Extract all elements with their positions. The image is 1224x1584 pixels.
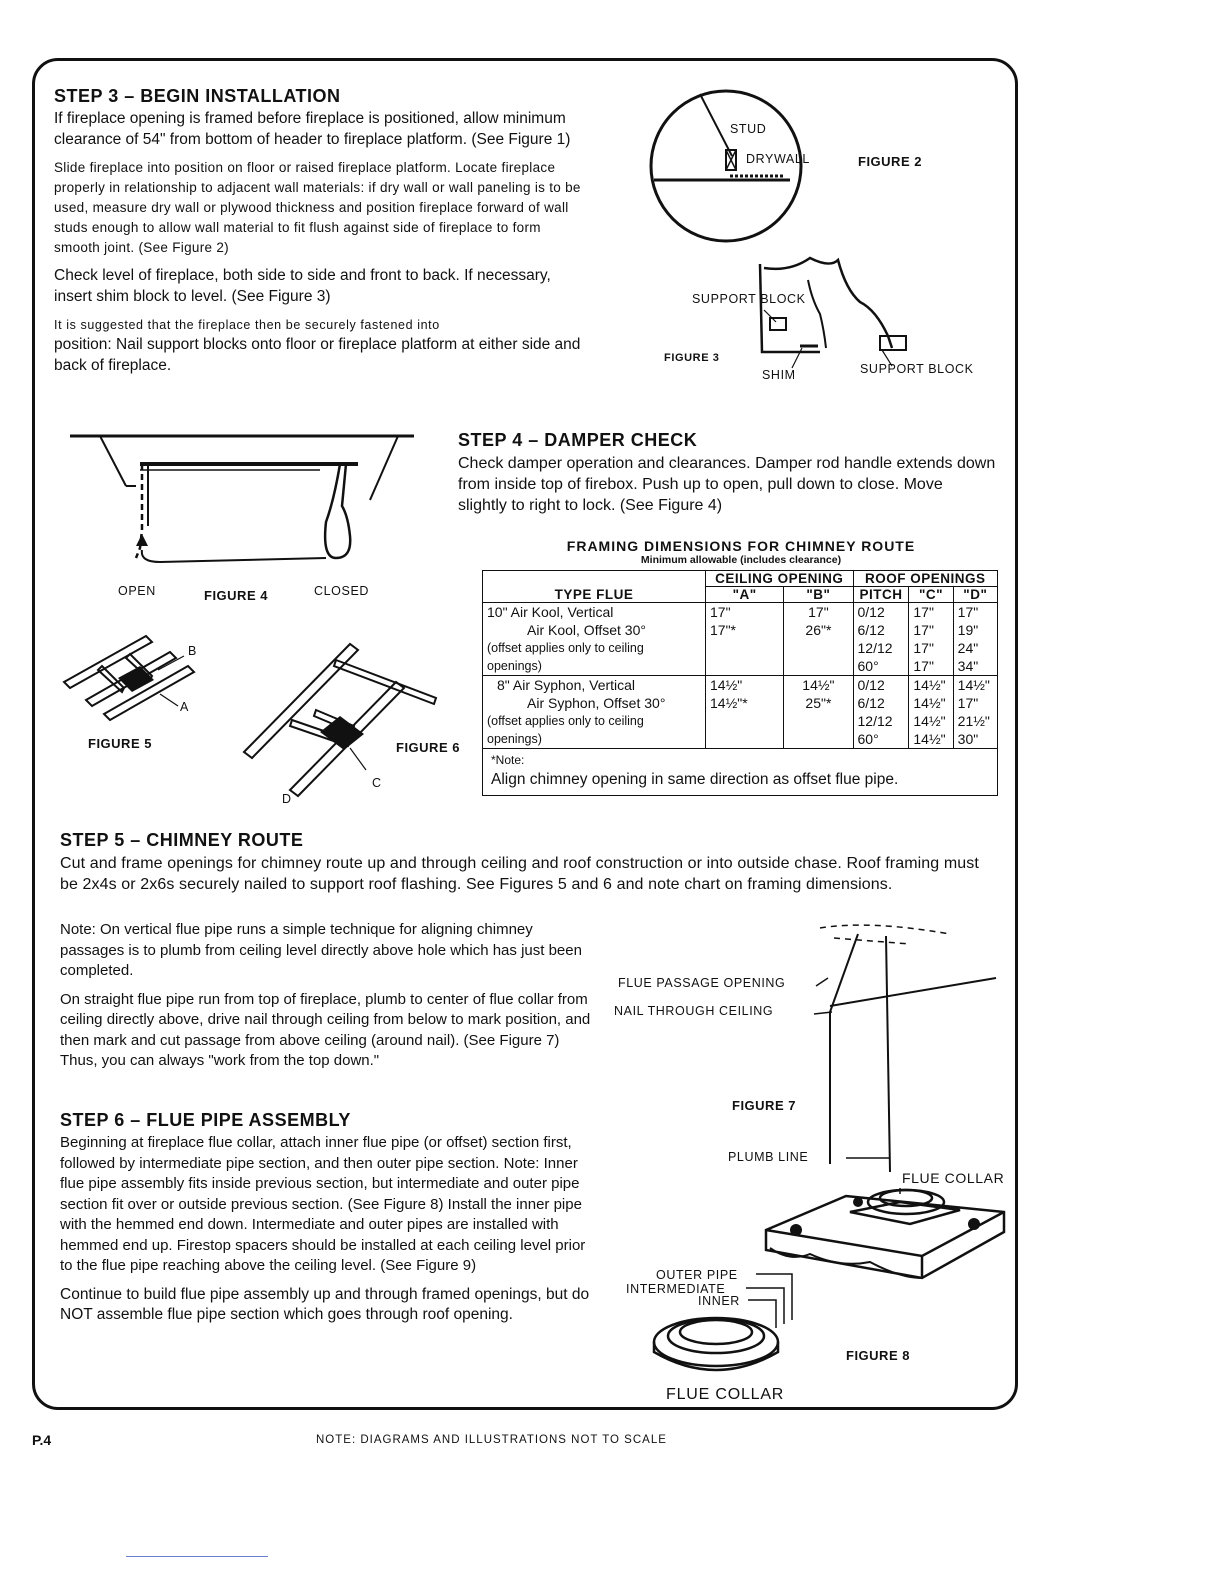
step6-paragraph-2: Continue to build flue pipe assembly up and through framed openings, but do NOT assemble flue pipe section which goes through roof opening.: [60, 1285, 590, 1323]
figure3-support-block-bottom: SUPPORT BLOCK: [860, 362, 974, 376]
page-number: P.4: [32, 1432, 52, 1448]
figure8-inner: INNER: [698, 1294, 740, 1308]
table-cell: 12/12: [857, 640, 893, 656]
table-cell: 34": [957, 658, 979, 674]
figure3-shim-label: SHIM: [762, 368, 796, 382]
table-cell: 17"*: [710, 622, 736, 638]
figure2-drywall-label: DRYWALL: [746, 152, 810, 166]
figure5-label: FIGURE 5: [88, 736, 152, 751]
step4-title: STEP 4 – DAMPER CHECK: [458, 430, 698, 450]
step3-section: [54, 86, 590, 384]
footer-note: NOTE: DIAGRAMS AND ILLUSTRATIONS NOT TO SCALE: [316, 1434, 667, 1446]
table-cell: 26"*: [805, 622, 832, 638]
step5-notes: [60, 920, 598, 1080]
table-cell: 17": [913, 640, 934, 656]
table-cell: 8" Air Syphon, Vertical: [497, 677, 636, 693]
step3-paragraph-3: Check level of fireplace, both side to side and front to back. If necessary, insert shim block to level. (See Figure 3): [54, 267, 551, 305]
step5-paragraph-3: On straight flue pipe run from top of fireplace, plumb to center of flue collar from ceiling directly above, drive nail through ceiling from below to mark position, and then mark and cut passage from above ceiling (around nail). (See Figure 7) Thus, you can always "work from the top down.": [60, 990, 591, 1069]
step6-paragraph-1: Beginning at fireplace flue collar, attach inner flue pipe (or offset) section first, followed by intermediate pipe section, and then outer pipe section. Note: Inner flue pipe assembly fits inside previous section, but intermediate and outer pipe section fit over or outside previous section. (See Figure 8) Install the inner pipe with the hemmed end down. Intermediate and outer pipes are installed with hemmed end up. Firestop spacers should be installed at each ceiling level prior to the flue pipe reaching above the ceiling level. (See Figure 9): [60, 1134, 586, 1274]
table-note-label: *Note:: [491, 753, 525, 767]
figure5-a-label: A: [180, 700, 189, 714]
figure7-flue-passage-opening: FLUE PASSAGE OPENING: [618, 976, 786, 990]
table-cell: 6/12: [857, 695, 885, 711]
step6-title: STEP 6 – FLUE PIPE ASSEMBLY: [60, 1110, 351, 1130]
row2-c: [909, 676, 953, 749]
figure2: [640, 86, 960, 256]
table-cell: 19": [957, 622, 979, 638]
table-cell: openings): [487, 732, 542, 746]
table-cell: 17": [913, 622, 934, 638]
table-cell: 30": [957, 731, 979, 747]
table-cell: 0/12: [857, 604, 885, 620]
table-cell: 12/12: [857, 713, 893, 729]
figure7-flue-collar: FLUE COLLAR: [902, 1170, 1005, 1186]
header-type-flue: TYPE FLUE: [483, 571, 706, 603]
figure4: [70, 430, 430, 610]
figure7-plumb-line: PLUMB LINE: [728, 1150, 809, 1164]
figure5-drawing: [60, 630, 230, 730]
header-c: "C": [909, 587, 953, 603]
step6-section: [60, 1110, 598, 1334]
table-cell: 17": [710, 604, 731, 620]
header-pitch: PITCH: [853, 587, 909, 603]
table-cell: 17": [957, 695, 979, 711]
framing-table-subtitle: Minimum allowable (includes clearance): [640, 554, 842, 566]
table-cell: Air Kool, Offset 30°: [527, 622, 646, 638]
figure7-label: FIGURE 7: [732, 1098, 796, 1113]
figure7: [610, 912, 1010, 1412]
row2-a: [706, 676, 784, 749]
figure3-label: FIGURE 3: [664, 352, 720, 364]
row2-type: [483, 676, 706, 749]
step5-paragraph-1: Cut and frame openings for chimney route up and through ceiling and roof construction or into outside chase. Roof framing must be 2x4s or 2x6s securely nailed to support roof flashing. See Figures 5 and 6 and note chart on framing dimensions.: [60, 855, 979, 893]
table-row: [483, 676, 998, 749]
table-cell: 14½": [913, 731, 946, 747]
row1-d: [953, 603, 997, 676]
table-cell: (offset applies only to ceiling: [487, 641, 644, 655]
step3-paragraph-1: If fireplace opening is framed before fireplace is positioned, allow minimum clearance of 54" from bottom of header to fireplace platform. (See Figure 1): [54, 110, 571, 148]
table-cell: 14½": [957, 677, 990, 693]
table-row: [483, 603, 998, 676]
table-cell: 21½": [957, 713, 990, 729]
figure8-outer-pipe: OUTER PIPE: [656, 1268, 738, 1282]
figure6-c-label: C: [372, 776, 382, 790]
table-note-text: Align chimney opening in same direction as offset flue pipe.: [491, 771, 899, 788]
header-b: "B": [784, 587, 853, 603]
table-cell: 14½": [913, 677, 946, 693]
figure4-label: FIGURE 4: [204, 588, 268, 603]
table-cell: openings): [487, 659, 542, 673]
row1-c: [909, 603, 953, 676]
figure4-open-label: OPEN: [118, 584, 156, 598]
header-ceiling-opening: CEILING OPENING: [706, 571, 854, 587]
table-cell: Air Syphon, Offset 30°: [527, 695, 666, 711]
table-cell: 14½": [710, 677, 743, 693]
header-d: "D": [953, 587, 997, 603]
figure2-drawing: [640, 86, 840, 256]
figure5: [60, 630, 230, 760]
table-cell: 10" Air Kool, Vertical: [487, 604, 614, 620]
table-cell: 60°: [857, 731, 879, 747]
table-cell: 17": [913, 658, 934, 674]
table-cell: 25"*: [805, 695, 832, 711]
table-cell: 17": [808, 604, 829, 620]
figure3: [660, 250, 1000, 390]
step3-paragraph-4a: It is suggested that the fireplace then be securely fastened into: [54, 318, 440, 332]
step3-paragraph-4b: position: Nail support blocks onto floor or fireplace platform at either side and back of fireplace.: [54, 336, 581, 374]
step5-paragraph-2: Note: On vertical flue pipe runs a simple technique for aligning chimney passages is to plumb from ceiling level directly above hole which has just been completed.: [60, 921, 582, 979]
table-cell: (offset applies only to ceiling: [487, 714, 644, 728]
table-cell: 14½": [913, 713, 946, 729]
figure4-closed-label: CLOSED: [314, 584, 370, 598]
table-cell: 14½": [802, 677, 835, 693]
step5-section: [60, 830, 1000, 903]
figure6: [240, 640, 470, 810]
row1-pitch: [853, 603, 909, 676]
figure7-nail-through-ceiling: NAIL THROUGH CEILING: [614, 1004, 774, 1018]
figure2-label: FIGURE 2: [858, 154, 922, 169]
figure6-d-label: D: [282, 792, 292, 806]
figure6-drawing: [240, 640, 470, 800]
row2-d: [953, 676, 997, 749]
header-roof-openings: ROOF OPENINGS: [853, 571, 998, 587]
step4-section: [458, 430, 996, 524]
figure5-b-label: B: [188, 644, 197, 658]
figure4-drawing: [70, 430, 430, 580]
table-cell: 14½"*: [710, 695, 748, 711]
header-a: "A": [706, 587, 784, 603]
table-note-row: [483, 749, 998, 796]
framing-table: [482, 570, 998, 796]
step4-paragraph: Check damper operation and clearances. Damper rod handle extends down from inside top of firebox. Push up to open, pull down to close. Move slightly to right to lock. (See Figure 4): [458, 455, 996, 514]
framing-table-section: [482, 538, 1000, 796]
table-cell: 24": [957, 640, 979, 656]
figure3-support-block-top: SUPPORT BLOCK: [692, 292, 806, 306]
step5-title: STEP 5 – CHIMNEY ROUTE: [60, 830, 304, 850]
figure8-label: FIGURE 8: [846, 1348, 910, 1363]
table-cell: 17": [957, 604, 979, 620]
figure8-flue-collar: FLUE COLLAR: [666, 1386, 785, 1403]
row2-pitch: [853, 676, 909, 749]
row1-type: [483, 603, 706, 676]
figure2-stud-label: STUD: [730, 122, 767, 136]
figure8-intermediate: INTERMEDIATE: [626, 1282, 726, 1296]
table-cell: 6/12: [857, 622, 885, 638]
step3-paragraph-2: Slide fireplace into position on floor or raised fireplace platform. Locate fireplace properly in relationship to adjacent wall materials: if dry wall or wall paneling is to be used, measure dry wall or plywood thickness and position fireplace forward of wall studs enough to allow wall material to fit flush against side of fireplace to form smooth joint. (See Figure 2): [54, 160, 581, 255]
figure6-label: FIGURE 6: [396, 740, 460, 755]
table-cell: 0/12: [857, 677, 885, 693]
table-cell: 14½": [913, 695, 946, 711]
step3-title: STEP 3 – BEGIN INSTALLATION: [54, 86, 341, 106]
scan-mark-line: [126, 1556, 268, 1557]
row1-b: [784, 603, 853, 676]
row2-b: [784, 676, 853, 749]
table-cell: 60°: [857, 658, 879, 674]
row1-a: [706, 603, 784, 676]
framing-table-title: FRAMING DIMENSIONS FOR CHIMNEY ROUTE: [566, 538, 916, 554]
table-cell: 17": [913, 604, 934, 620]
